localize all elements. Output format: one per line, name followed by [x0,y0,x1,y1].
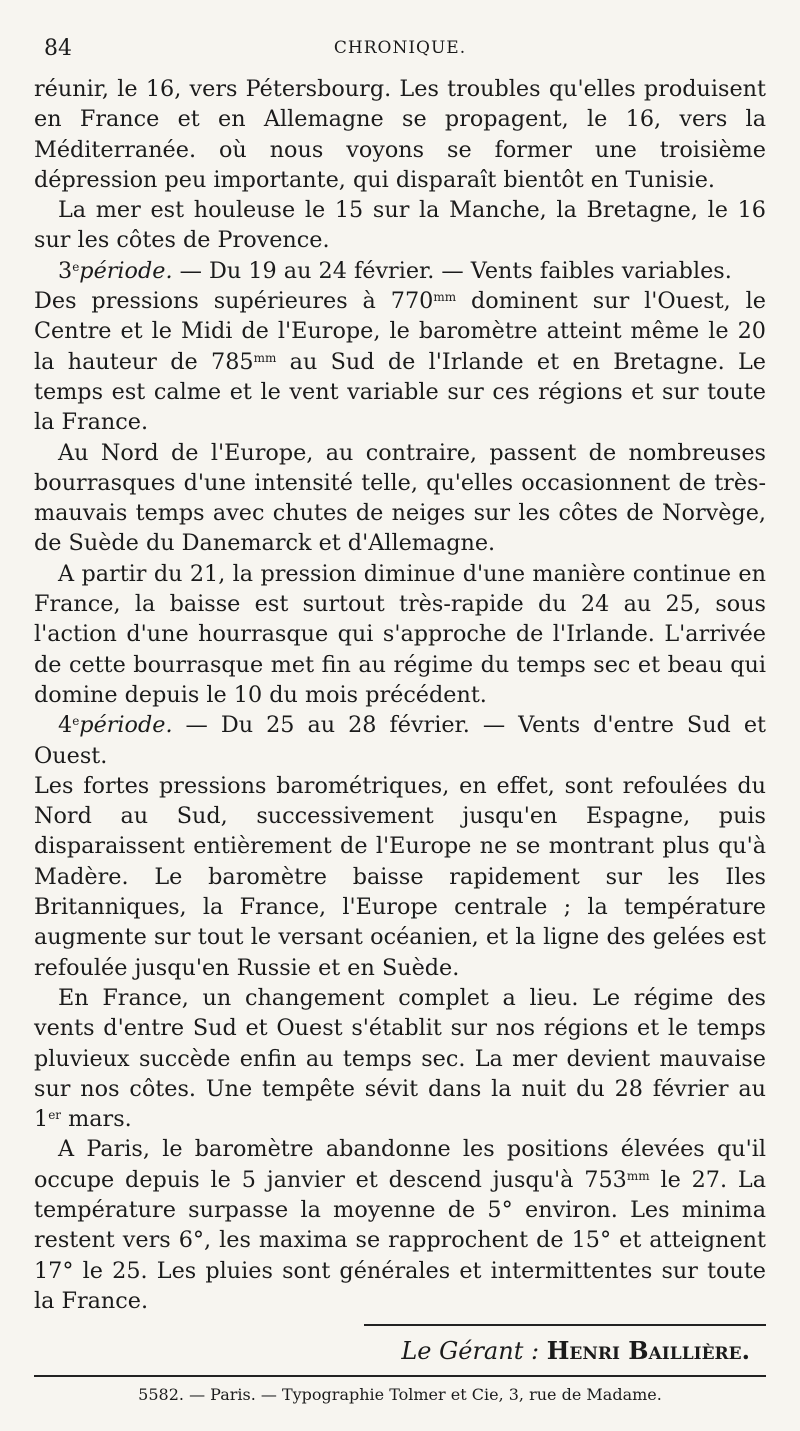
period-description: — Du 19 au 24 février. — Vents faibles variables. [172,257,732,284]
running-head: CHRONIQUE. [333,38,467,58]
period-description: — Du 25 au 28 février. — Vents d'entre Sud et Ouest. [34,712,766,769]
ordinal-suffix: e [72,259,80,274]
paragraph [34,286,766,437]
period-label: période. [79,712,173,739]
text-run: A Paris, le baromètre abandonne les positions élevées qu'il occupe depuis le 5 janvier et descend jusqu'à 753 [34,1136,766,1193]
unit-superscript: mm [433,290,457,305]
period-label: période. [79,257,173,284]
text-run: au Sud de l'Irlande et en Bretagne. Le temps est calme et le vent variable sur ces régions et sur toute la France. [34,348,766,436]
signature-rule [364,1324,766,1326]
section-heading-period-4 [34,710,766,771]
section-heading-period-3 [34,256,766,286]
period-number: 4 [58,712,73,739]
text-run: mars. [61,1106,132,1133]
footer-rule [34,1375,766,1377]
unit-superscript: mm [626,1168,650,1183]
paragraph [34,983,766,1134]
page-number: 84 [44,36,72,61]
paragraph: Au Nord de l'Europe, au contraire, passent de nombreuses bourrasques d'une intensité telle, qu'elles occasionnent de très-mauvais temps avec chutes de neiges sur les côtes de Norvège, de Suède du Danemarck et d'Allemagne. [34,439,766,557]
page-header [34,30,766,74]
ordinal-suffix: e [72,714,80,729]
paragraph [34,1134,766,1316]
text-run: le 27. La température surpasse la moyenne de 5° environ. Les minima restent vers 6°, les maxima se rapprochent de 15° et atteignent 17° le 25. Les pluies sont générales et intermittentes sur toute la France. [34,1166,766,1314]
paragraph: réunir, le 16, vers Pétersbourg. Les troubles qu'elles produisent en France et en Allemagne se propagent, le 16, vers la Méditerranée. où nous voyons se former une troisième dépression peu importante, qui disparaît bientôt en Tunisie. [34,76,766,193]
ordinal-suffix: er [48,1108,62,1123]
body-text [34,74,766,1316]
page [34,30,766,1404]
printer-footer: 5582. — Paris. — Typographie Tolmer et Cie, 3, rue de Madame. [138,1385,662,1405]
text-run: dominent sur l'Ouest, le Centre et le Midi de l'Europe, le baromètre atteint même le 20 la hauteur de 785 [34,288,766,375]
unit-superscript: mm [253,350,277,365]
text-run: En France, un changement complet a lieu. Le régime des vents d'entre Sud et Ouest s'établit sur nos régions et le temps pluvieux succède enfin au temps sec. La mer devient mauvaise sur nos côtes. Une tempête sévit dans la nuit du 28 février au 1 [34,984,766,1133]
paragraph: La mer est houleuse le 15 sur la Manche, la Bretagne, le 16 sur les côtes de Provence. [34,197,766,254]
period-number: 3 [58,257,73,284]
signature [34,1336,766,1365]
paragraph: Les fortes pressions barométriques, en effet, sont refoulées du Nord au Sud, successivement jusqu'en Espagne, puis disparaissent entièrement de l'Europe ne se montrant plus qu'à Madère. Le baromètre baisse rapidement sur les Iles Britanniques, la France, l'Europe centrale ; la température augmente sur tout le versant océanien, et la ligne des gelées est refoulée jusqu'en Russie et en Suède. [34,772,766,981]
signature-label: Le Gérant : [401,1337,540,1366]
signature-name: Henri Baillière. [546,1336,750,1366]
text-run: Des pressions supérieures à 770 [34,288,434,315]
paragraph: A partir du 21, la pression diminue d'une manière continue en France, la baisse est surtout très-rapide du 24 au 25, sous l'action d'une hourrasque qui s'approche de l'Irlande. L'arrivée de cette bourrasque met fin au régime du temps sec et beau qui domine depuis le 10 du mois précédent. [34,560,766,708]
